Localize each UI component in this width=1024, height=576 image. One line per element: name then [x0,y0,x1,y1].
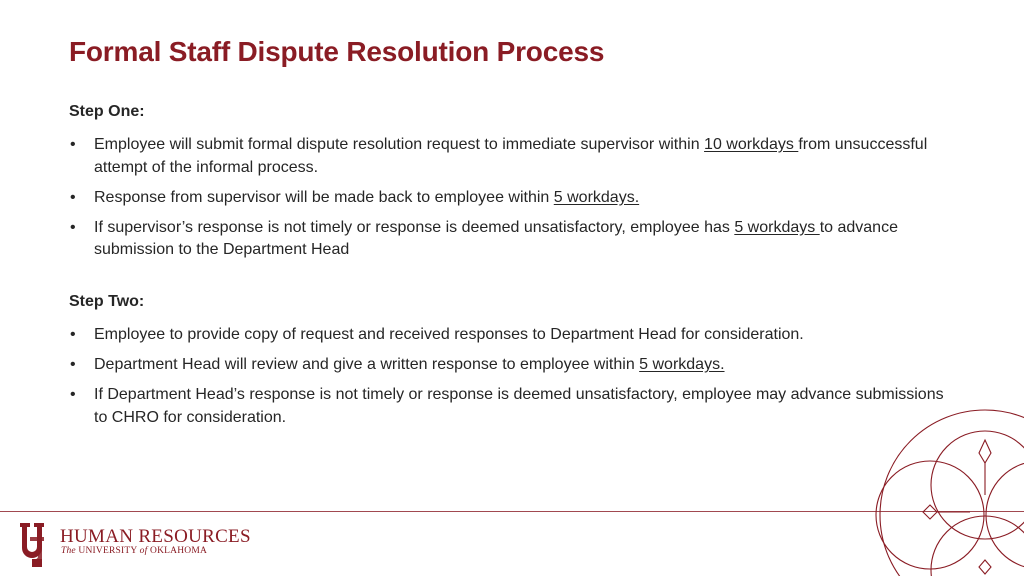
page-title: Formal Staff Dispute Resolution Process [69,36,605,67]
deadline-text: 5 workdays. [639,356,725,373]
bullet-icon: • [70,218,76,236]
department-name: HUMAN RESOURCES [60,526,251,547]
bullet-text: If Department Head’s response is not timely or response is deemed unsatisfactory, employee may advance submissions to CHRO for consideration. [94,386,944,426]
university-mid: UNIVERSITY [75,546,140,556]
list-item [69,134,949,179]
step-two-heading: Step Two: [69,293,145,310]
bullet-text-end: to advance submission to the Department Head [94,218,898,258]
bullet-icon: • [70,136,76,153]
bullet-icon: • [70,188,76,206]
deadline-text: 10 workdays [704,136,799,153]
step-two-list [69,324,949,437]
bullet-icon: • [70,326,76,343]
university-the: The [61,546,76,556]
bullet-text: Response from supervisor will be made back to employee within [94,188,554,206]
step-one-heading: Step One: [69,103,145,120]
list-item [69,217,949,262]
university-name [61,546,207,556]
geometric-pattern-icon [870,405,1024,576]
university-end: OKLAHOMA [147,546,208,556]
footer-divider [0,511,1024,512]
list-item [69,384,949,429]
bullet-text-end: from unsuccessful attempt of the informal process. [94,136,928,176]
ou-logo-icon [16,519,56,569]
bullet-icon: • [70,356,76,373]
step-one-list [69,134,949,269]
deadline-text: 5 workdays. [553,188,640,206]
bullet-icon: • [70,386,76,403]
list-item [69,324,949,347]
bullet-text: Employee will submit formal dispute resolution request to immediate supervisor within [94,136,705,153]
bullet-text: Department Head will review and give a written response to employee within [94,356,640,373]
bullet-text: If supervisor’s response is not timely or response is deemed unsatisfactory, employee has [94,218,735,236]
list-item [69,354,949,377]
university-of: of [139,546,148,556]
bullet-text: Employee to provide copy of request and received responses to Department Head for consideration. [94,326,804,343]
deadline-text: 5 workdays [734,218,820,236]
list-item [69,187,949,210]
